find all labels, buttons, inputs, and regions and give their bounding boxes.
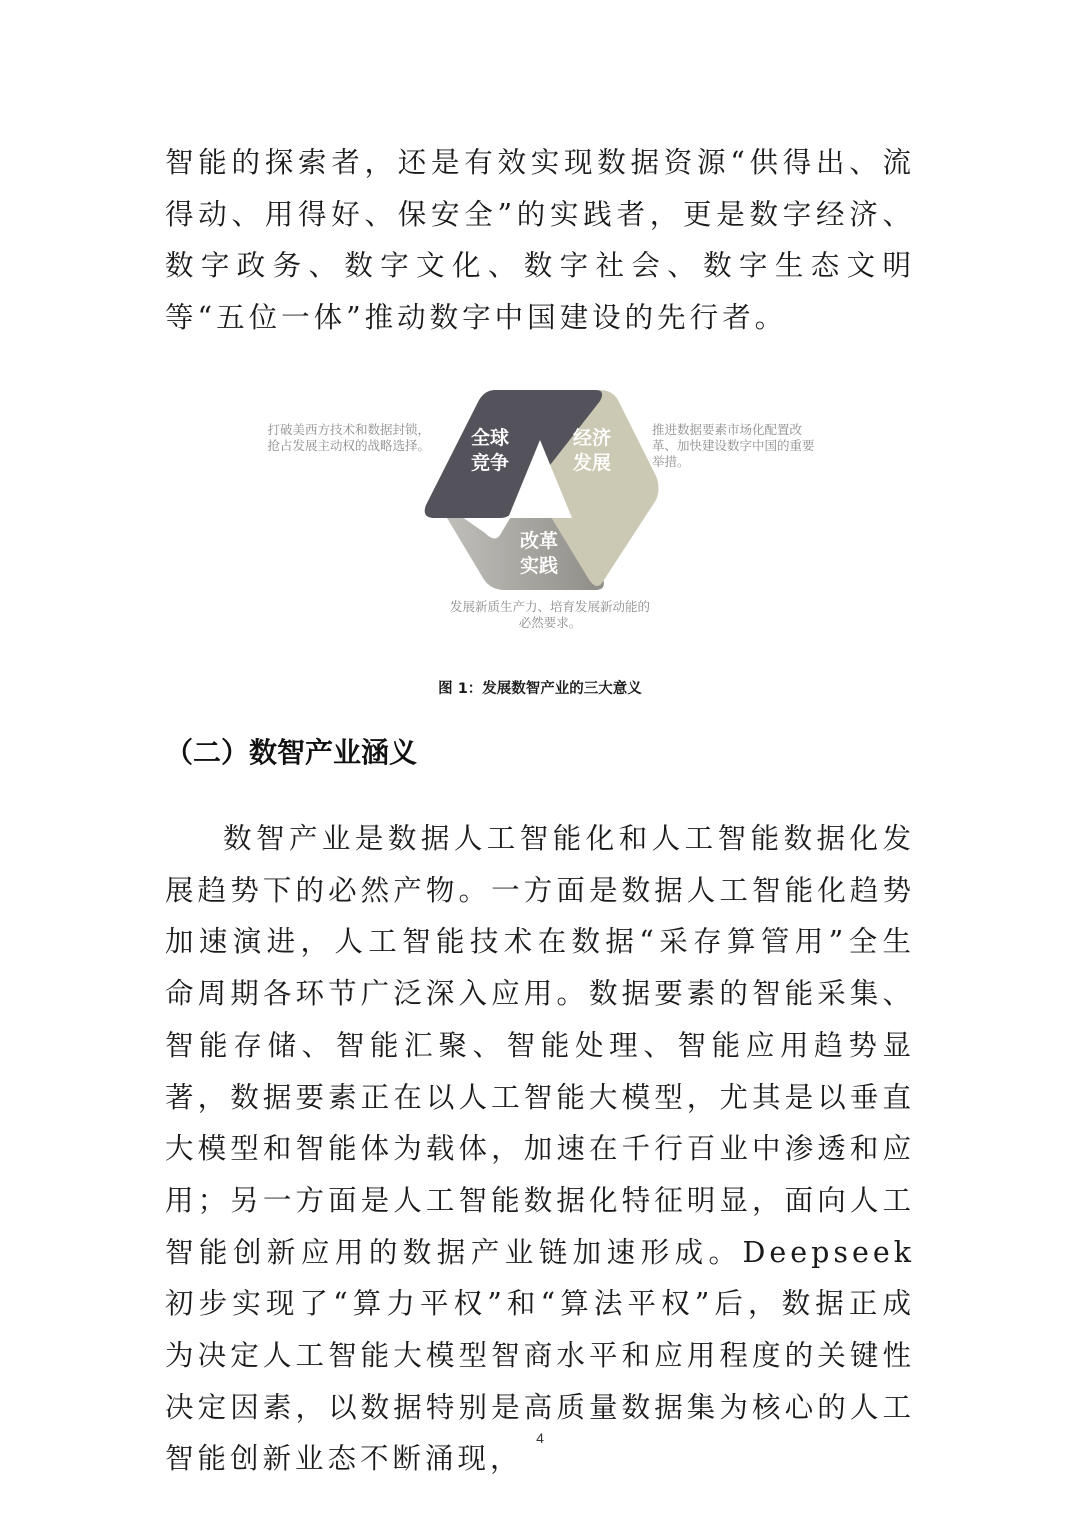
- section-heading: （二）数智产业涵义: [165, 736, 418, 769]
- note-reform-practice: 发展新质生产力、培育发展新动能的必然要求。: [450, 599, 651, 630]
- label-line: 经济: [572, 427, 611, 449]
- label-economic-development: [557, 426, 627, 476]
- label-line: 竞争: [470, 452, 509, 474]
- note-global-competition: 打破美西方技术和数据封锁，抢占发展主动权的战略选择。: [267, 422, 430, 453]
- intro-paragraph: 智能的探索者，还是有效实现数据资源“供得出、流得动、用得好、保安全”的实践者，更是数字经济、数字政务、数字文化、数字社会、数字生态文明等“五位一体”推动数字中国建设的先行者。: [165, 146, 915, 335]
- figure-caption: 图 1：发展数智产业的三大意义: [438, 681, 642, 697]
- page-number: 4: [536, 1430, 544, 1446]
- label-line: 实践: [519, 555, 558, 577]
- label-line: 改革: [519, 530, 558, 552]
- label-reform-practice: [504, 529, 574, 579]
- label-line: 全球: [470, 427, 509, 449]
- significance-figure: [250, 378, 850, 640]
- label-global-competition: [455, 426, 525, 476]
- note-economic-development: 推进数据要素市场化配置改革、加快建设数字中国的重要举措。: [652, 422, 815, 469]
- label-line: 发展: [572, 452, 611, 474]
- body-paragraph: 数智产业是数据人工智能化和人工智能数据化发展趋势下的必然产物。一方面是数据人工智能化趋势加速演进，人工智能技术在数据“采存算管用”全生命周期各环节广泛深入应用。数据要素的智能采集、智能存储、智能汇聚、智能处理、智能应用趋势显著，数据要素正在以人工智能大模型，尤其是以垂直大模型和智能体为载体，加速在千行百业中渗透和应用；另一方面是人工智能数据化特征明显，面向人工智能创新应用的数据产业链加速形成。Deepseek初步实现了“算力平权”和“算法平权”后，数据正成为决定人工智能大模型智商水平和应用程度的关键性决定因素，以数据特别是高质量数据集为核心的人工智能创新业态不断涌现，: [165, 822, 915, 1476]
